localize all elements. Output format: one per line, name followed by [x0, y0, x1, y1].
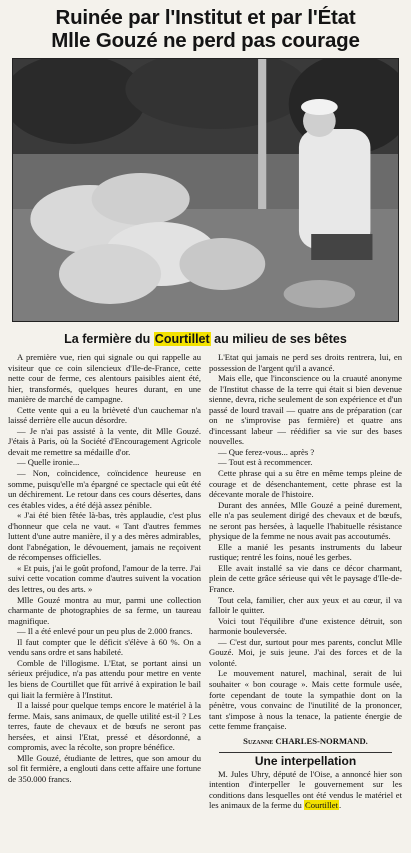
paragraph: Mlle Gouzé, étudiante de lettres, que son amour du sol fit fermière, a englouti dans cette affaire une fortune de 350.000 francs. [8, 752, 201, 784]
paragraph: Mais elle, que l'inconscience ou la cruauté anonyme de l'Institut chasse de la terre qui était si bien devenue sienne, devra, riche seulement de son expérience et d'un passé de lourd travail — quatre ans de préparation (car on ne s'improvise pas fermière) et quatre ans d'incessant labeur — réédifier sa vie sur des bases nouvelles. [209, 373, 402, 447]
paragraph: Elle avait installé sa vie dans ce décor charmant, plein de cette grâce sérieuse qui vêt le paysage d'Ile-de-France. [209, 562, 402, 595]
paragraph: L'Etat qui jamais ne perd ses droits rentrera, lui, en possession de l'argent qu'il a avancé. [209, 352, 402, 373]
caption-highlight: Courtillet [154, 332, 210, 346]
paragraph: Voici tout l'équilibre d'une existence détruit, son harmonie bouleversée. [209, 615, 402, 637]
paragraph: Le mouvement naturel, machinal, serait de lui souhaiter « bon courage ». Mais cette formule usée, forte cependant de toute la sympathie dont on la pénètre, vous convainc de l'inutilité de la prononcer, tant s'impose à nous la tenace, la patiente énergie de cette femme française. [209, 668, 402, 732]
article-columns [8, 352, 403, 811]
paragraph: — Tout est à recommencer. [218, 457, 313, 468]
paragraph: Durant des années, Mlle Gouzé a peiné durement, elle n'a pas seulement dirigé des chevaux et de bœufs, ne seront pas hersées, à laquelle l'habituelle résistance physique de la femme ne nous avait pas accoutumés. [209, 499, 402, 542]
article-column-left [8, 352, 201, 811]
section-divider [219, 752, 392, 753]
paragraph: — Que ferez-vous... après ? [218, 446, 315, 457]
paragraph: — Quelle ironie... [17, 457, 80, 468]
caption-text-start: La fermière du [64, 332, 154, 346]
paragraph: — C'est dur, surtout pour mes parents, conclut Mlle Gouzé. Moi, je suis jeune. J'ai des forces et de la volonté. [209, 636, 402, 668]
author-signature: Suzanne CHARLES-NORMAND. [243, 735, 368, 746]
paragraph: Cette phrase qui a su être en même temps pleine de courage et de désenchantement, cette phrase est la décevante morale de l'histoire. [209, 468, 402, 500]
paragraph: Tout cela, familier, cher aux yeux et au cœur, il va falloir le quitter. [209, 594, 402, 616]
paragraph: Il faut compter que le déficit s'élève à 60 %. On a vendu sans ordre et sans habileté. [8, 636, 201, 658]
paragraph: « Et puis, j'ai le goût profond, l'amour de la terre. J'ai suivi cette vocation comme d'autres suivent la vocation des lettres, ou des arts. » [8, 562, 201, 595]
paragraph: Comble de l'illogisme. L'Etat, se portant ainsi un sérieux préjudice, n'a pas attendu pour mettre en vente les biens de Courtillet que fût arrivé à expiration le bail qui liait la fermière à l'Institut. [8, 657, 201, 700]
interpellation-text: M. Jules Uhry, député de l'Oise, a annoncé hier son intention d'interpeller le gouvernement sur les conditions dans lesquelles ont été vendus le matériel et les animaux de la ferme du [209, 768, 402, 811]
article-column-right [209, 352, 402, 811]
paragraph: Mlle Gouzé montra au mur, parmi une collection charmante de photographies de sa ferme, un taureau magnifique. [8, 594, 201, 626]
interpellation-text-end: . [338, 800, 342, 811]
photo-caption [8, 332, 403, 346]
interpellation-highlight: Courtillet [304, 800, 338, 811]
headline [8, 6, 403, 52]
interpellation-title: Une interpellation [254, 754, 357, 769]
paragraph: A première vue, rien qui signale ou qui rappelle au visiteur que ce coin silencieux d'Ile-de-France, cette nette cour de ferme, ces alentours paisibles aient été, hier, transformés, quelques heures durant, en une manière de marché de campagne. [8, 352, 201, 405]
farmyard-photo-illustration [13, 59, 398, 321]
headline-line-2: Mlle Gouzé ne perd pas courage [51, 29, 360, 52]
paragraph: — Non, coïncidence, coïncidence heureuse en somme, puisqu'elle m'a épargné ce spectacle qui eût été un déchirement. Le retour dans ces cours désertes, dans ces étables vides, a été déjà assez pénible. [8, 468, 201, 510]
paragraph: « J'ai été bien fêtée là-bas, très applaudie, c'est plus d'honneur que cela ne vaut. « Tant d'autres femmes luttent d'une autre manière, il y a des mères admirables, dont l'abnégation, le dévouement, jamais ne reçoivent de récompenses officielles. [8, 510, 201, 563]
headline-line-1: Ruinée par l'Institut et par l'État [55, 6, 356, 29]
paragraph: Elle a manié les pesants instruments du labeur rustique; rentré les foins, noué les gerbes. [209, 541, 402, 563]
paragraph: Cette vente qui a eu la brièveté d'un cauchemar n'a laissé derrière elle aucun désordre. [8, 404, 201, 426]
paragraph: Il a laissé pour quelque temps encore le matériel à la ferme. Mais, sans animaux, de quelle utilité est-il ? Les terres, faute de chevaux et de bœufs ne seront pas hersées, et ainsi l'Etat, pressé et désordonné, a compromis, avec la récolte, son propre bénéfice. [8, 700, 201, 753]
caption-text-end: au milieu de ses bêtes [210, 332, 347, 346]
article-photo [12, 58, 399, 322]
paragraph: — Je n'ai pas assisté à la vente, dit Mlle Gouzé. J'étais à Paris, où la Société d'Encouragement Agricole devait me remettre sa médaille d'or. [8, 425, 201, 457]
paragraph: — Il a été enlevé pour un peu plus de 2.000 francs. [17, 626, 193, 637]
interpellation-paragraph [209, 769, 402, 811]
